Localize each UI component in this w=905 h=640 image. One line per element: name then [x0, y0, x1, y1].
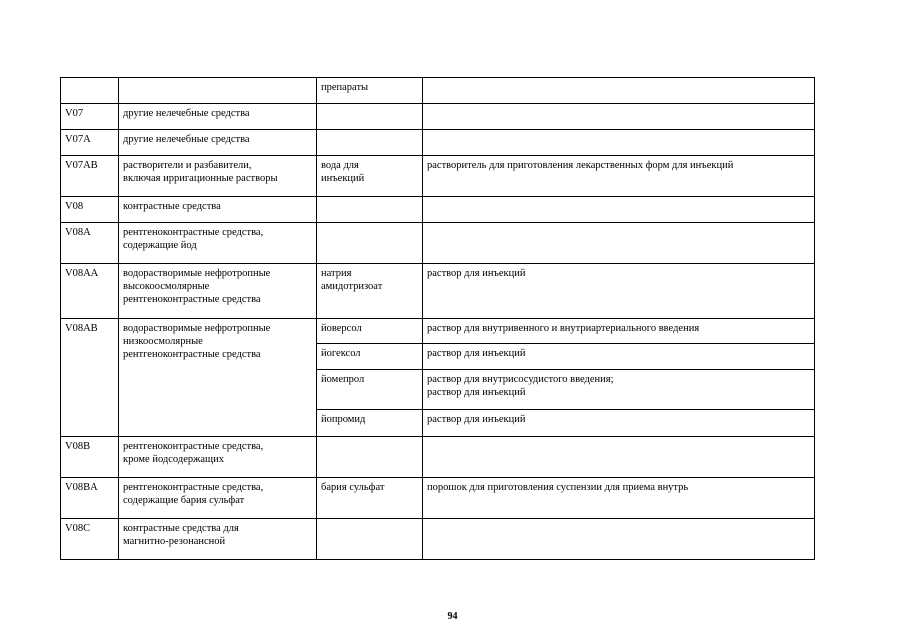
drug-name-cell: йопромид	[317, 410, 423, 437]
group-name-cell: водорастворимые нефротропные низкоосмолярные рентгеноконтрастные средства	[119, 319, 317, 437]
atc-code-cell: V08BA	[61, 478, 119, 519]
table-row	[61, 478, 815, 519]
dosage-form-cell: растворитель для приготовления лекарственных форм для инъекций	[423, 156, 815, 197]
table-row	[61, 437, 815, 478]
table-row	[61, 156, 815, 197]
drug-name-cell: бария сульфат	[317, 478, 423, 519]
group-name-cell: водорастворимые нефротропные высокоосмолярные рентгеноконтрастные средства	[119, 264, 317, 319]
drug-name-cell: йомепрол	[317, 370, 423, 410]
group-name-cell: контрастные средства	[119, 197, 317, 223]
atc-code-cell: V07	[61, 104, 119, 130]
drug-name-cell	[317, 519, 423, 560]
table-row	[61, 264, 815, 319]
drug-name-cell	[317, 130, 423, 156]
drug-name-cell: препараты	[317, 78, 423, 104]
group-name-cell	[119, 78, 317, 104]
table-row	[61, 319, 815, 344]
table-row	[61, 78, 815, 104]
dosage-form-cell: порошок для приготовления суспензии для приема внутрь	[423, 478, 815, 519]
dosage-form-cell: раствор для инъекций	[423, 264, 815, 319]
group-name-cell: другие нелечебные средства	[119, 104, 317, 130]
drug-name-cell: вода для инъекций	[317, 156, 423, 197]
table-row	[61, 519, 815, 560]
table-row	[61, 130, 815, 156]
dosage-form-cell	[423, 223, 815, 264]
group-name-cell: другие нелечебные средства	[119, 130, 317, 156]
atc-code-cell: V07AB	[61, 156, 119, 197]
table-row	[61, 104, 815, 130]
drug-name-cell: натрия амидотризоат	[317, 264, 423, 319]
atc-code-cell: V08A	[61, 223, 119, 264]
drug-name-cell	[317, 223, 423, 264]
atc-code-cell: V08AA	[61, 264, 119, 319]
dosage-form-cell	[423, 519, 815, 560]
group-name-cell: контрастные средства для магнитно-резонансной	[119, 519, 317, 560]
dosage-form-cell	[423, 78, 815, 104]
drug-name-cell	[317, 197, 423, 223]
atc-code-cell	[61, 78, 119, 104]
drug-name-cell	[317, 437, 423, 478]
drug-name-cell: йоверсол	[317, 319, 423, 344]
dosage-form-cell: раствор для внутрисосудистого введения; раствор для инъекций	[423, 370, 815, 410]
atc-code-cell: V08AB	[61, 319, 119, 437]
drug-name-cell: йогексол	[317, 344, 423, 370]
atc-code-cell: V08B	[61, 437, 119, 478]
table-row	[61, 223, 815, 264]
atc-code-cell: V08C	[61, 519, 119, 560]
group-name-cell: рентгеноконтрастные средства, содержащие бария сульфат	[119, 478, 317, 519]
group-name-cell: рентгеноконтрастные средства, содержащие йод	[119, 223, 317, 264]
table-row	[61, 197, 815, 223]
dosage-form-cell	[423, 104, 815, 130]
dosage-form-cell: раствор для инъекций	[423, 410, 815, 437]
group-name-cell: растворители и разбавители, включая ирригационные растворы	[119, 156, 317, 197]
page-number: 94	[447, 611, 458, 622]
dosage-form-cell: раствор для инъекций	[423, 344, 815, 370]
dosage-form-cell: раствор для внутривенного и внутриартериального введения	[423, 319, 815, 344]
atc-code-cell: V08	[61, 197, 119, 223]
dosage-form-cell	[423, 437, 815, 478]
dosage-form-cell	[423, 197, 815, 223]
dosage-form-cell	[423, 130, 815, 156]
group-name-cell: рентгеноконтрастные средства, кроме йодсодержащих	[119, 437, 317, 478]
drug-classification-table	[60, 77, 815, 560]
drug-name-cell	[317, 104, 423, 130]
atc-code-cell: V07A	[61, 130, 119, 156]
